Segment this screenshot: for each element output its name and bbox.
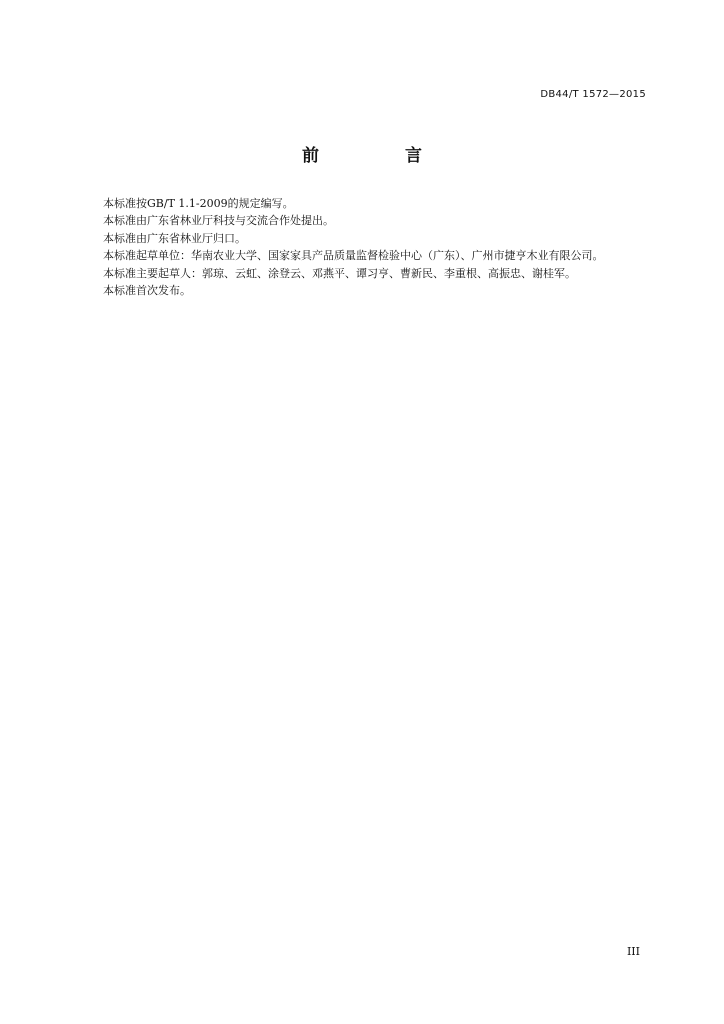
standard-code: DB44/T 1572—2015 [540,89,646,100]
page-number: III [626,945,640,958]
paragraph-first-release: 本标准首次发布。 [103,284,191,298]
paragraph-centralized-unit: 本标准由广东省林业厅归口。 [103,231,246,245]
paragraph-drafting-rule: 本标准按GB/T 1.1-2009的规定编写。 [103,197,294,210]
paragraph-main-drafters: 本标准主要起草人：郭琼、云虹、涂登云、邓燕平、谭习亨、曹新民、李重根、高振忠、谢桂军。 [103,266,576,280]
page-title: 前 言 [302,146,462,166]
paragraph-drafting-organizations: 本标准起草单位：华南农业大学、国家家具产品质量监督检验中心（广东）、广州市捷亨木业有限公司。 [103,249,604,263]
paragraph-proposer: 本标准由广东省林业厅科技与交流合作处提出。 [103,214,334,228]
foreword-body [81,195,646,299]
